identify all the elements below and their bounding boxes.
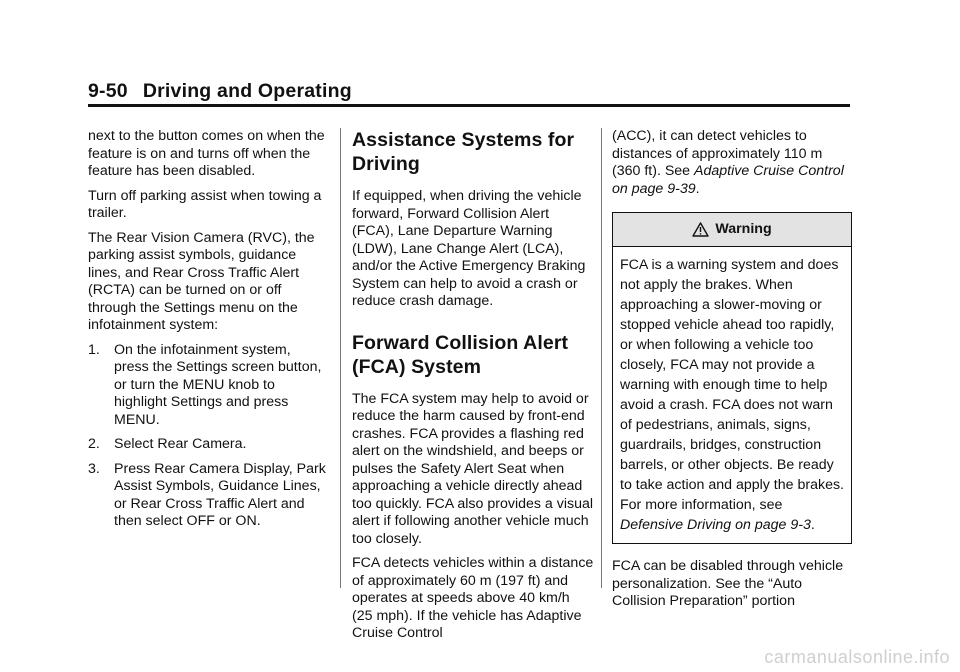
paragraph-end: . — [695, 180, 700, 197]
cross-reference: Defensive Driving on page 9-3 — [620, 517, 811, 533]
warning-text — [620, 255, 844, 535]
list-item — [88, 342, 328, 430]
paragraph — [612, 128, 852, 198]
column-2 — [352, 128, 594, 650]
paragraph: next to the button comes on when the feature is on and turns off when the feature has been disabled. — [88, 128, 325, 179]
step-text: On the infotainment system, press the Settings screen button, or turn the MENU knob to highlight Settings and press MENU. — [114, 341, 322, 428]
warning-body — [613, 247, 851, 543]
column-3 — [612, 128, 852, 618]
header-rule — [88, 104, 850, 107]
step-text: Press Rear Camera Display, Park Assist Symbols, Guidance Lines, or Rear Cross Traffic Alert and then select OFF or ON. — [114, 460, 326, 529]
warning-label: Warning — [715, 220, 772, 237]
cross-reference: Adaptive Cruise Control on page 9-39 — [612, 163, 844, 197]
list-item — [88, 461, 328, 531]
warning-body-text: FCA is a warning system and does not apply the brakes. When approaching a slower-moving or stopped vehicle ahead too rapidly, or when following a vehicle too closely, FCA may not provide a warning with enough time to help avoid a crash. FCA does not warn of pedestrians, animals, signs, guardrails, bridges, construction barrels, or other objects. Be ready to take action and apply the brakes. For more information, see — [620, 257, 844, 513]
warning-box — [612, 212, 852, 544]
paragraph: The Rear Vision Camera (RVC), the parking assist symbols, guidance lines, and Rear Cross Traffic Alert (RCTA) can be turned on or off through the Settings menu on the infotainment system: — [88, 229, 315, 333]
header-title — [88, 80, 850, 103]
step-number: 2. — [88, 436, 100, 452]
page-number: 9-50 — [88, 80, 128, 102]
column-divider — [340, 128, 341, 588]
step-text: Select Rear Camera. — [114, 436, 247, 452]
paragraph: FCA detects vehicles within a distance of approximately 60 m (197 ft) and operates at speeds above 40 km/h (25 mph). If the vehicle has Adaptive Cruise Control — [352, 555, 594, 641]
steps-list — [88, 342, 328, 531]
paragraph: Turn off parking assist when towing a trailer. — [88, 187, 322, 221]
paragraph-text: (ACC), it can detect vehicles to distances of approximately 110 m (360 ft). See — [612, 128, 823, 179]
step-number: 1. — [88, 341, 100, 358]
paragraph: The FCA system may help to avoid or reduce the harm caused by front-end crashes. FCA provides a flashing red alert on the windshield, and beeps or pulses the Safety Alert Seat when approaching a vehicle directly ahead too quickly. FCA also provides a visual alert if following another vehicle much too closely. — [352, 390, 594, 547]
chapter-title: Driving and Operating — [142, 80, 352, 102]
section-heading: Assistance Systems for Driving — [352, 129, 575, 175]
warning-body-end: . — [810, 517, 815, 533]
watermark: carmanualsonline.info — [764, 647, 950, 667]
warning-header — [613, 213, 851, 247]
list-item — [88, 436, 328, 454]
paragraph: FCA can be disabled through vehicle personalization. See the “Auto Collision Preparation” portion — [612, 558, 844, 609]
step-number: 3. — [88, 460, 100, 477]
section-heading: Forward Collision Alert (FCA) System — [352, 331, 569, 378]
column-1 — [88, 128, 328, 538]
column-divider — [601, 128, 602, 588]
page-header — [88, 80, 850, 108]
paragraph: If equipped, when driving the vehicle forward, Forward Collision Alert (FCA), Lane Departure Warning (LDW), Lane Change Alert (LCA), and/or the Active Emergency Braking System can help to avoid a crash or reduce crash damage. — [352, 188, 586, 309]
warning-triangle-icon — [692, 222, 709, 237]
